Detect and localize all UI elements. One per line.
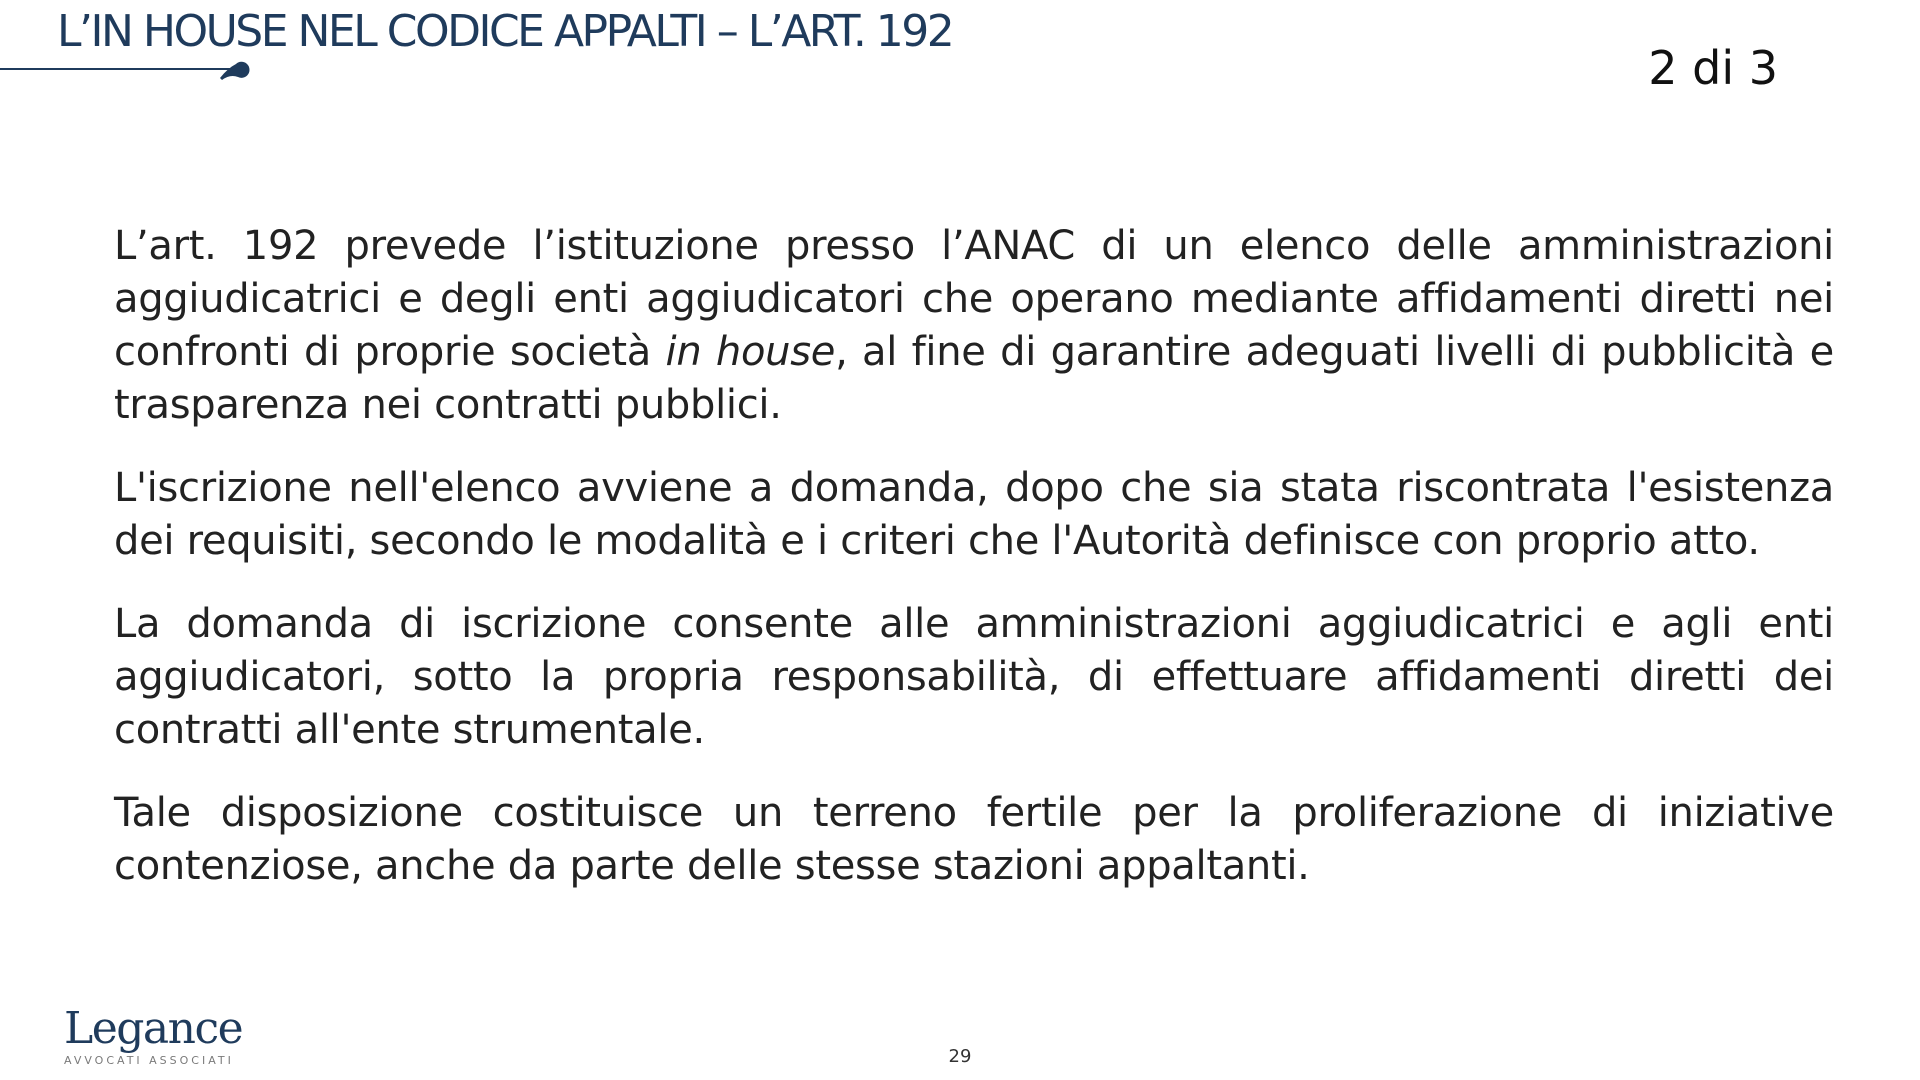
logo-name: Legance [64,1003,243,1054]
title-underline-decoration [0,58,260,88]
title-underline-dot [220,62,250,80]
paragraph-3: La domanda di iscrizione consente alle amministrazioni aggiudicatrici e agli enti aggiudicatori, sotto la propria responsabilità, di effettuare affidamenti diretti dei contratti all'ente strumentale. [114,601,1834,753]
paragraph-1-text-end: , al fine di garantire adeguati livelli di pubblicità e trasparenza nei contratti pubblici. [114,329,1834,428]
paragraph-1-text-start: L’art. 192 prevede l’istituzione presso l’ANAC di un elenco delle amministrazioni aggiudicatrici e degli enti aggiudicatori che operano mediante affidamenti diretti nei confronti di proprie società [114,223,1834,375]
paragraph-2: L'iscrizione nell'elenco avviene a domanda, dopo che sia stata riscontrata l'esistenza dei requisiti, secondo le modalità e i criteri che l'Autorità definisce con proprio atto. [114,465,1834,564]
slide-counter: 2 di 3 [1648,41,1778,95]
paragraph-4: Tale disposizione costituisce un terreno fertile per la proliferazione di iniziative contenziose, anche da parte delle stesse stazioni appaltanti. [114,790,1834,889]
paragraph-1 [114,220,1834,432]
slide-title: L’IN HOUSE NEL CODICE APPALTI – L’ART. 192 [57,6,953,57]
paragraph-1-emphasis: in house [665,329,836,375]
page-number: 29 [948,1046,972,1067]
slide-content [114,220,1834,893]
logo-tagline: AVVOCATI ASSOCIATI [64,1054,234,1067]
